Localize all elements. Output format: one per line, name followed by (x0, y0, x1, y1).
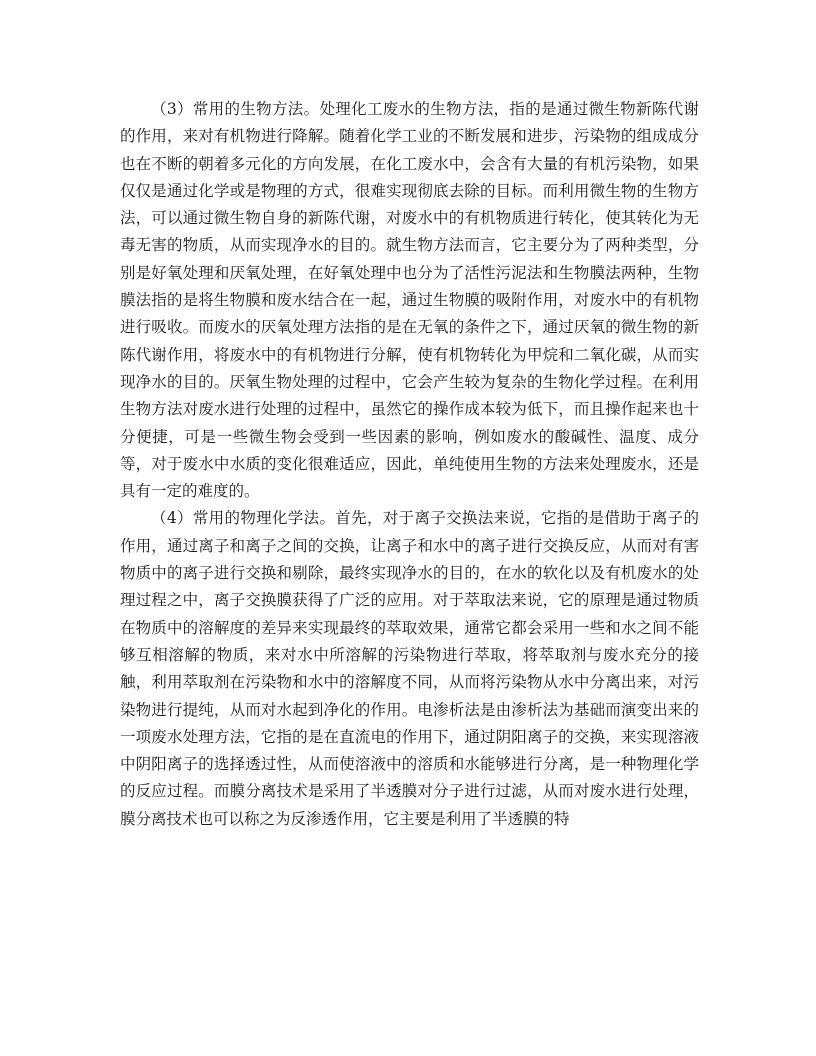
paragraph-physicochemical-methods: （4）常用的物理化学法。首先，对于离子交换法来说，它指的是借助于离子的作用，通过离子和离子之间的交换，让离子和水中的离子进行交换反应，从而对有害物质中的离子进行交换和剔除，最终实现净水的目的，在水的软化以及有机废水的处理过程之中，离子交换膜获得了广泛的应用。对于萃取法来说，它的原理是通过物质在物质中的溶解度的差异来实现最终的萃取效果，通常它都会采用一些和水之间不能够互相溶解的物质，来对水中所溶解的污染物进行萃取，将萃取剂与废水充分的接触，利用萃取剂在污染物和水中的溶解度不同，从而将污染物从水中分离出来，对污染物进行提纯，从而对水起到净化的作用。电渗析法是由渗析法为基础而演变出来的一项废水处理方法，它指的是在直流电的作用下，通过阴阳离子的交换，来实现溶液中阴阳离子的选择透过性，从而使溶液中的溶质和水能够进行分离，是一种物理化学的反应过程。而膜分离技术是采用了半透膜对分子进行过滤，从而对废水进行处理，膜分离技术也可以称之为反渗透作用，它主要是利用了半透膜的特 (120, 509, 699, 828)
paragraph-biological-methods: （3）常用的生物方法。处理化工废水的生物方法，指的是通过微生物新陈代谢的作用，来对有机物进行降解。随着化学工业的不断发展和进步，污染物的组成成分也在不断的朝着多元化的方向发展，在化工废水中，会含有大量的有机污染物，如果仅仅是通过化学或是物理的方式，很难实现彻底去除的目标。而利用微生物的生物方法，可以通过微生物自身的新陈代谢，对废水中的有机物质进行转化，使其转化为无毒无害的物质，从而实现净水的目的。就生物方法而言，它主要分为了两种类型，分别是好氧处理和厌氧处理，在好氧处理中也分为了活性污泥法和生物膜法两种，生物膜法指的是将生物膜和废水结合在一起，通过生物膜的吸附作用，对废水中的有机物进行吸收。而废水的厌氧处理方法指的是在无氧的条件之下，通过厌氧的微生物的新陈代谢作用，将废水中的有机物进行分解，使有机物转化为甲烷和二氧化碳，从而实现净水的目的。厌氧生物处理的过程中，它会产生较为复杂的生物化学过程。在利用生物方法对废水进行处理的过程中，虽然它的操作成本较为低下，而且操作起来也十分便捷，可是一些微生物会受到一些因素的影响，例如废水的酸碱性、温度、成分等，对于废水中水质的变化很难适应，因此，单纯使用生物的方法来处理废水，还是具有一定的难度的。 (120, 100, 699, 501)
document-body (120, 96, 699, 833)
